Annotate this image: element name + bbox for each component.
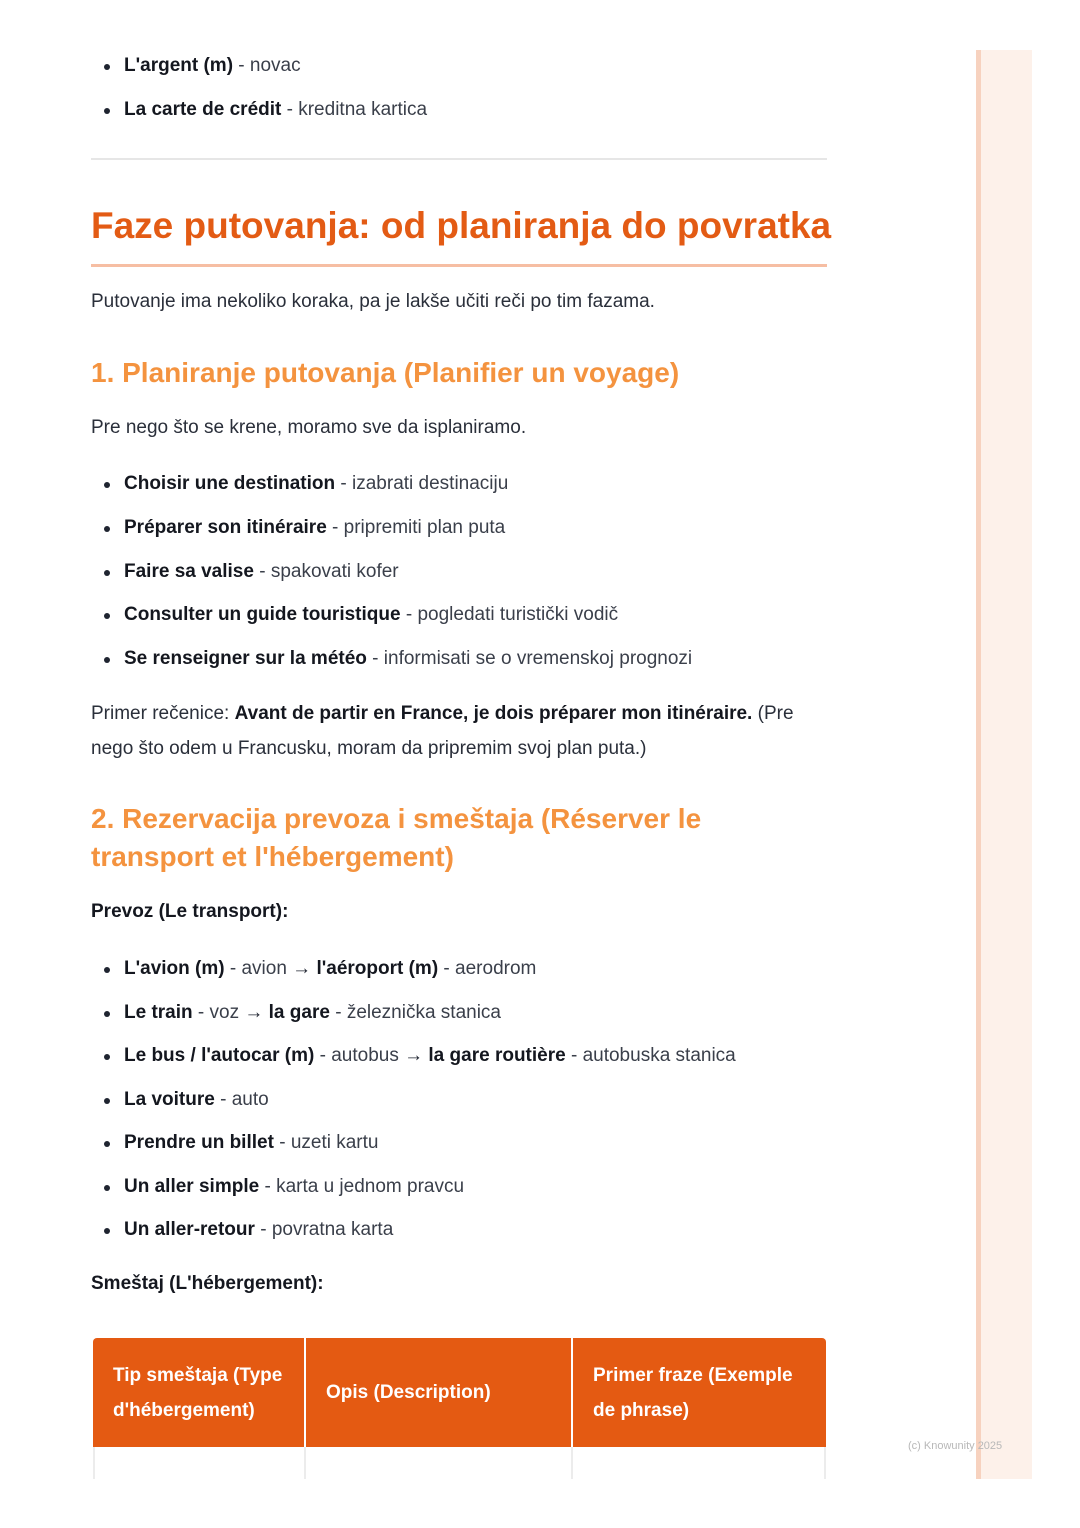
table-header-example: Primer fraze (Exemple de phrase) — [593, 1364, 793, 1421]
arrow-icon: → — [292, 958, 312, 979]
list-item: Un aller-retour - povratna karta — [91, 1218, 827, 1262]
money-list — [91, 54, 827, 142]
watermark: (c) Knowunity 2025 — [908, 1440, 1003, 1452]
list-item: Faire sa valise - spakovati kofer — [91, 560, 827, 604]
phase1-title: 1. Planiranje putovanja (Planifier un voyage) — [91, 357, 680, 388]
table-header-row — [93, 1338, 826, 1447]
list-item: La voiture - auto — [91, 1088, 827, 1132]
transport-list — [91, 957, 827, 1262]
section-title: Faze putovanja: od planiranja do povratka — [91, 205, 832, 246]
planning-list — [91, 472, 827, 691]
table-header-type: Tip smeštaja (Type d'hébergement) — [93, 1338, 306, 1447]
list-item: La carte de crédit - kreditna kartica — [91, 98, 827, 142]
list-item: L'avion (m) - avion → l'aéroport (m) - aerodrom — [91, 957, 827, 1001]
transport-label: Prevoz (Le transport): — [91, 901, 289, 922]
lodging-table — [93, 1338, 826, 1479]
list-item: Choisir une destination - izabrati destinaciju — [91, 472, 827, 516]
example-sentence-paragraph: Primer rečenice: Avant de partir en France, je dois préparer mon itinéraire. (Pre nego što odem u Francusku, moram da pripremim svoj plan puta.) — [91, 703, 794, 759]
phase2-title: 2. Rezervacija prevoza i smeštaja (Réserver le transport et l'hébergement) — [91, 803, 702, 872]
table-header-description: Opis (Description) — [306, 1338, 573, 1447]
table-cell — [306, 1447, 573, 1479]
table-row — [93, 1447, 826, 1479]
list-item: Préparer son itinéraire - pripremiti plan puta — [91, 516, 827, 560]
list-item: L'argent (m) - novac — [91, 54, 827, 98]
margin-line — [976, 50, 981, 1479]
lodging-label: Smeštaj (L'hébergement): — [91, 1273, 324, 1294]
title-underline — [91, 264, 827, 267]
list-item: Se renseigner sur la météo - informisati se o vremenskoj prognozi — [91, 647, 827, 691]
margin-strip — [976, 50, 1032, 1479]
divider — [91, 158, 827, 160]
list-item: Le train - voz → la gare - železnička stanica — [91, 1001, 827, 1045]
list-item: Prendre un billet - uzeti kartu — [91, 1131, 827, 1175]
list-item: Un aller simple - karta u jednom pravcu — [91, 1175, 827, 1219]
list-item: Consulter un guide touristique - pogledati turistički vodič — [91, 603, 827, 647]
section-intro: Putovanje ima nekoliko koraka, pa je lakše učiti reči po tim fazama. — [91, 291, 655, 312]
arrow-icon: → — [404, 1045, 424, 1066]
list-item: Le bus / l'autocar (m) - autobus → la gare routière - autobuska stanica — [91, 1044, 827, 1088]
table-cell — [573, 1447, 824, 1479]
phase1-intro: Pre nego što se krene, moramo sve da isplaniramo. — [91, 417, 527, 438]
arrow-icon: → — [244, 1001, 264, 1023]
table-cell — [95, 1447, 306, 1479]
